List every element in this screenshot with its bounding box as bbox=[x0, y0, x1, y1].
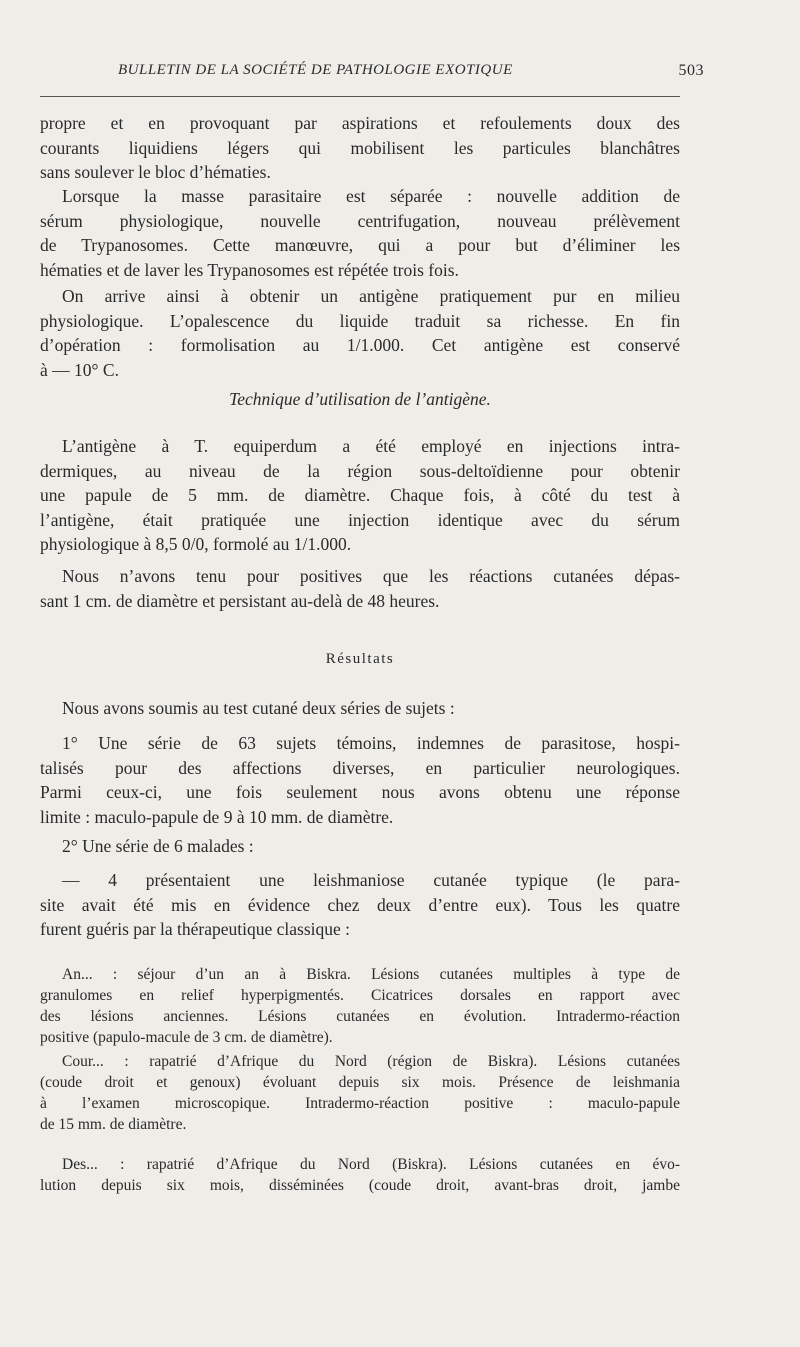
text-line: Lorsque la masse parasitaire est séparée : nouvelle addition de bbox=[62, 186, 680, 206]
header-rule bbox=[40, 96, 680, 97]
text-line: Des... : rapatrié d’Afrique du Nord (Biskra). Lésions cutanées en évo- bbox=[62, 1156, 680, 1173]
text-line: An... : séjour d’un an à Biskra. Lésions cutanées multiples à type de bbox=[62, 966, 680, 983]
text-line: Cour... : rapatrié d’Afrique du Nord (région de Biskra). Lésions cutanées bbox=[62, 1053, 680, 1070]
text-line: On arrive ainsi à obtenir un antigène pratiquement pur en milieu bbox=[62, 286, 680, 306]
text-line: site avait été mis en évidence chez deux d’entre eux). Tous les quatre bbox=[40, 894, 680, 915]
paragraph-8 bbox=[40, 834, 680, 859]
text-line: 2° Une série de 6 malades : bbox=[62, 836, 254, 856]
text-line: Parmi ceux-ci, une fois seulement nous avons obtenu une réponse bbox=[40, 782, 680, 802]
text-line: — 4 présentaient une leishmaniose cutanée typique (le para- bbox=[62, 870, 680, 890]
text-line: furent guéris par la thérapeutique classique : bbox=[40, 919, 351, 939]
text-line: l’antigène, était pratiquée une injection identique avec du sérum bbox=[40, 509, 680, 530]
text-line: physiologique. L’opalescence du liquide traduit sa richesse. En fin bbox=[40, 310, 680, 331]
text-line: Nous n’avons tenu pour positives que les réactions cutanées dépas- bbox=[62, 566, 680, 586]
paragraph-6 bbox=[40, 696, 680, 721]
text-line: une papule de 5 mm. de diamètre. Chaque fois, à côté du test à bbox=[40, 485, 680, 505]
text-line: hématies et de laver les Trypanosomes est répétée trois fois. bbox=[40, 259, 459, 280]
text-line: positive (papulo-macule de 3 cm. de diamètre). bbox=[40, 1029, 333, 1046]
paragraph-2 bbox=[40, 184, 680, 282]
text-line: sant 1 cm. de diamètre et persistant au-delà de 48 heures. bbox=[40, 590, 440, 611]
text-line: courants liquidiens légers qui mobilisent les particules blanchâtres bbox=[40, 137, 680, 158]
text-line: à — 10° C. bbox=[40, 359, 119, 380]
section-title: Technique d’utilisation de l’antigène. bbox=[229, 389, 491, 409]
text-line: dermiques, au niveau de la région sous-deltoïdienne pour obtenir bbox=[40, 460, 680, 481]
case-cour bbox=[40, 1051, 680, 1135]
text-line: à l’examen microscopique. Intradermo-réaction positive : maculo-papule bbox=[40, 1095, 680, 1112]
paragraph-4 bbox=[40, 434, 680, 557]
text-line: sérum physiologique, nouvelle centrifugation, nouveau prélèvement bbox=[40, 210, 680, 231]
text-line: des lésions anciennes. Lésions cutanées en évolution. Intradermo-réaction bbox=[40, 1008, 680, 1025]
text-line: (coude droit et genoux) évoluant depuis six mois. Présence de leishmania bbox=[40, 1074, 680, 1091]
text-line: talisés pour des affections diverses, en particulier neurologiques. bbox=[40, 757, 680, 778]
text-line: granulomes en relief hyperpigmentés. Cicatrices dorsales en rapport avec bbox=[40, 987, 680, 1004]
paragraph-3 bbox=[40, 284, 680, 382]
text-line: de Trypanosomes. Cette manœuvre, qui a pour but d’éliminer les bbox=[40, 235, 680, 255]
text-line: lution depuis six mois, disséminées (coude droit, avant-bras droit, jambe bbox=[40, 1177, 680, 1194]
text-line: limite : maculo-papule de 9 à 10 mm. de diamètre. bbox=[40, 806, 394, 827]
text-line: physiologique à 8,5 0/0, formolé au 1/1.000. bbox=[40, 534, 352, 554]
case-an bbox=[40, 964, 680, 1048]
text-line: 1° Une série de 63 sujets témoins, indemnes de parasitose, hospi- bbox=[62, 733, 680, 753]
text-line: sans soulever le bloc d’hématies. bbox=[40, 162, 271, 182]
paragraph-9 bbox=[40, 868, 680, 942]
paragraph-7 bbox=[40, 731, 680, 829]
text-line: Nous avons soumis au test cutané deux séries de sujets : bbox=[62, 698, 455, 718]
journal-title: BULLETIN DE LA SOCIÉTÉ DE PATHOLOGIE EXOTIQUE bbox=[118, 62, 513, 78]
text-line: L’antigène à T. equiperdum a été employé en injections intra- bbox=[62, 436, 680, 456]
text-line: d’opération : formolisation au 1/1.000. Cet antigène est conservé bbox=[40, 335, 680, 355]
results-heading: Résultats bbox=[325, 651, 395, 667]
case-des bbox=[40, 1154, 680, 1196]
text-line: de 15 mm. de diamètre. bbox=[40, 1116, 187, 1133]
text-line: propre et en provoquant par aspirations et refoulements doux des bbox=[40, 113, 680, 133]
page-number: 503 bbox=[678, 62, 704, 79]
paragraph-1 bbox=[40, 111, 680, 185]
paragraph-5 bbox=[40, 564, 680, 613]
